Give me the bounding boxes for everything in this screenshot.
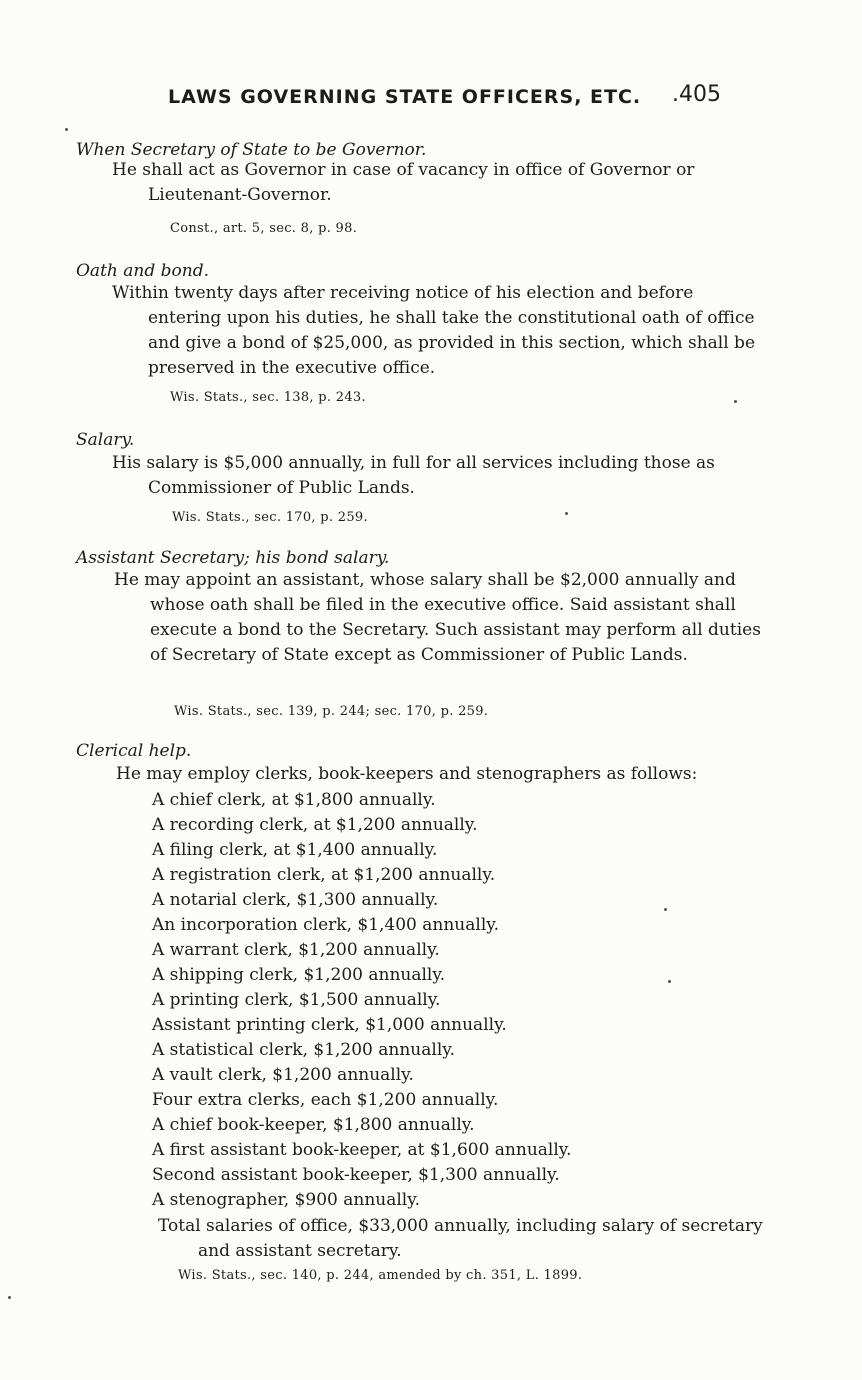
page-number: .405: [672, 82, 721, 107]
list-item: A registration clerk, at $1,200 annually.: [152, 865, 496, 885]
scan-speck: [668, 980, 671, 983]
section-text-assistant: He may appoint an assistant, whose salary shall be $2,000 annually and whose oath shall be filed in the executive office. Said assistant shall execute a bond to the Secretary. Such assistant may perform all duties of Secretary of State except as Commissioner of Public Lands.: [114, 570, 761, 665]
scan-speck: [565, 512, 568, 515]
scan-speck: [734, 400, 737, 403]
list-item: Four extra clerks, each $1,200 annually.: [152, 1090, 499, 1110]
list-item: A first assistant book-keeper, at $1,600 annually.: [152, 1140, 572, 1160]
total-salaries: Total salaries of office, $33,000 annually, including salary of secretary and assistant secretary.: [158, 1216, 763, 1261]
section-text-salary: His salary is $5,000 annually, in full for all services including those as Commissioner of Public Lands.: [112, 453, 715, 498]
section-heading-governor: When Secretary of State to be Governor.: [76, 140, 427, 160]
citation-clerical: Wis. Stats., sec. 140, p. 244, amended by ch. 351, L. 1899.: [178, 1268, 583, 1283]
list-item: A filing clerk, at $1,400 annually.: [152, 840, 438, 860]
section-heading-oath: Oath and bond.: [76, 261, 209, 281]
section-heading-clerical: Clerical help.: [76, 741, 192, 761]
running-head: [0, 82, 862, 112]
list-item: A notarial clerk, $1,300 annually.: [152, 890, 439, 910]
list-item: A recording clerk, at $1,200 annually.: [152, 815, 478, 835]
scan-speck: [664, 908, 667, 911]
list-item: A shipping clerk, $1,200 annually.: [152, 965, 446, 985]
scan-speck: [8, 1296, 11, 1299]
list-item: A stenographer, $900 annually.: [152, 1190, 420, 1210]
citation-salary: Wis. Stats., sec. 170, p. 259.: [172, 510, 368, 525]
citation-oath: Wis. Stats., sec. 138, p. 243.: [170, 390, 366, 405]
section-text-governor: He shall act as Governor in case of vacancy in office of Governor or Lieutenant-Governor.: [112, 160, 695, 205]
section-text-oath: Within twenty days after receiving notice of his election and before entering upon his duties, he shall take the constitutional oath of office and give a bond of $25,000, as provided in this section, which shall be preserved in the executive office.: [112, 283, 756, 378]
section-heading-salary: Salary.: [76, 430, 135, 450]
section-text-clerical: He may employ clerks, book-keepers and stenographers as follows:: [116, 764, 698, 784]
list-item: Second assistant book-keeper, $1,300 annually.: [152, 1165, 560, 1185]
list-item: A statistical clerk, $1,200 annually.: [152, 1040, 456, 1060]
list-item: A chief clerk, at $1,800 annually.: [152, 790, 436, 810]
clerk-list: [152, 788, 742, 1213]
list-item: A vault clerk, $1,200 annually.: [152, 1065, 414, 1085]
citation-governor: Const., art. 5, sec. 8, p. 98.: [170, 221, 358, 236]
section-heading-assistant: Assistant Secretary; his bond salary.: [76, 548, 390, 568]
scan-speck: [65, 128, 68, 131]
citation-assistant: Wis. Stats., sec. 139, p. 244; sec. 170, p. 259.: [174, 704, 489, 719]
list-item: A warrant clerk, $1,200 annually.: [152, 940, 440, 960]
list-item: Assistant printing clerk, $1,000 annually.: [152, 1015, 507, 1035]
list-item: An incorporation clerk, $1,400 annually.: [152, 915, 500, 935]
list-item: A chief book-keeper, $1,800 annually.: [152, 1115, 475, 1135]
list-item: A printing clerk, $1,500 annually.: [152, 990, 441, 1010]
running-title: LAWS GOVERNING STATE OFFICERS, ETC.: [168, 86, 642, 108]
